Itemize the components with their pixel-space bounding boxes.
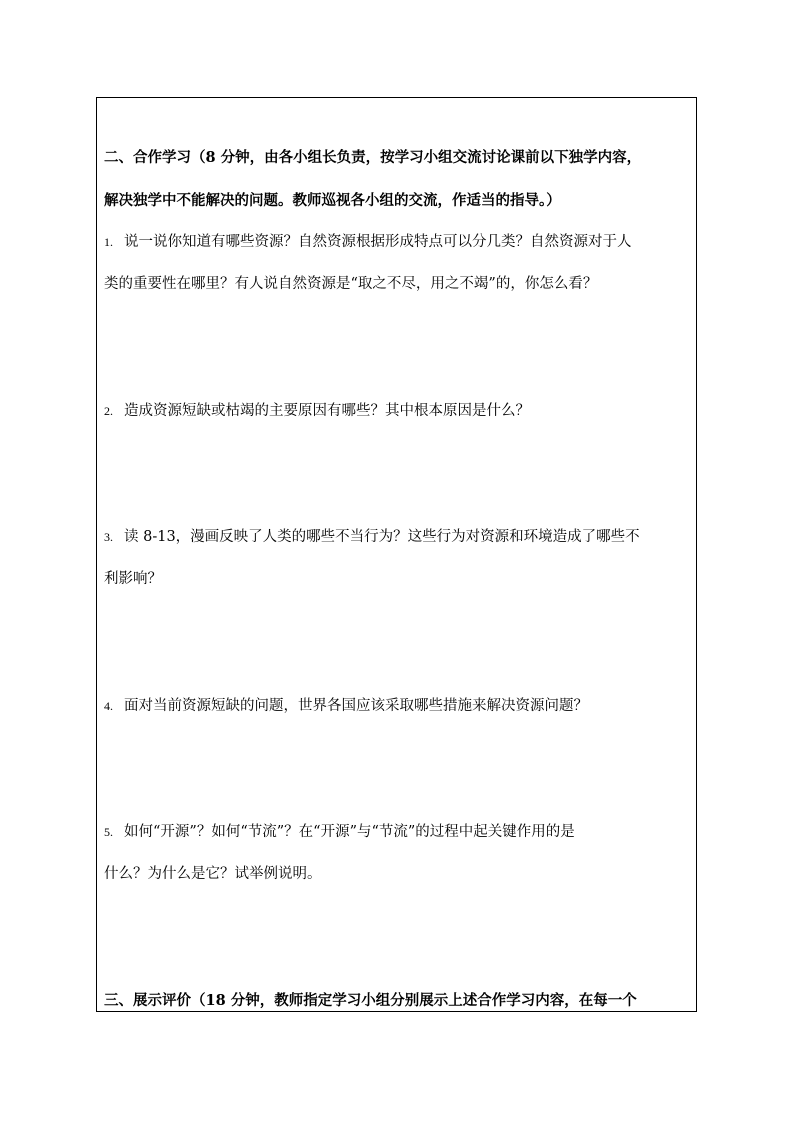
question-4-text: 面对当前资源短缺的问题，世界各国应该采取哪些措施来解决资源问题？ [124, 698, 588, 714]
question-1-text: 说一说你知道有哪些资源？自然资源根据形成特点可以分几类？自然资源对于人 [124, 234, 632, 250]
section-3-heading-line-1: 三、展示评价（18 分钟，教师指定学习小组分别展示上述合作学习内容，在每一个 [104, 992, 637, 1009]
question-1-number: 1. [104, 235, 113, 249]
question-3-number: 3. [104, 530, 113, 544]
question-2-number: 2. [104, 404, 113, 418]
question-1-line-1 [104, 233, 694, 251]
question-2-text: 造成资源短缺或枯竭的主要原因有哪些？其中根本原因是什么？ [124, 403, 530, 419]
question-4-line-1 [104, 697, 694, 715]
section-2-heading-line-2: 解决独学中不能解决的问题。教师巡视各小组的交流，作适当的指导。） [104, 192, 561, 209]
question-5-text: 如何“开源”？如何“节流”？在“开源”与“节流”的过程中起关键作用的是 [124, 824, 575, 840]
question-3-line-2: 利影响？ [104, 571, 162, 587]
question-5-line-1 [104, 823, 694, 841]
question-5-number: 5. [104, 825, 113, 839]
question-3-text: 读 8-13，漫画反映了人类的哪些不当行为？这些行为对资源和环境造成了哪些不 [124, 529, 640, 545]
question-5-line-2: 什么？为什么是它？试举例说明。 [104, 866, 322, 882]
question-1-line-2: 类的重要性在哪里？有人说自然资源是“取之不尽，用之不竭”的，你怎么看？ [104, 276, 598, 292]
section-2-heading-line-1: 二、合作学习（8 分钟，由各小组长负责，按学习小组交流讨论课前以下独学内容， [104, 149, 642, 166]
question-4-number: 4. [104, 699, 113, 713]
question-3-line-1 [104, 528, 694, 546]
question-2-line-1 [104, 402, 694, 420]
